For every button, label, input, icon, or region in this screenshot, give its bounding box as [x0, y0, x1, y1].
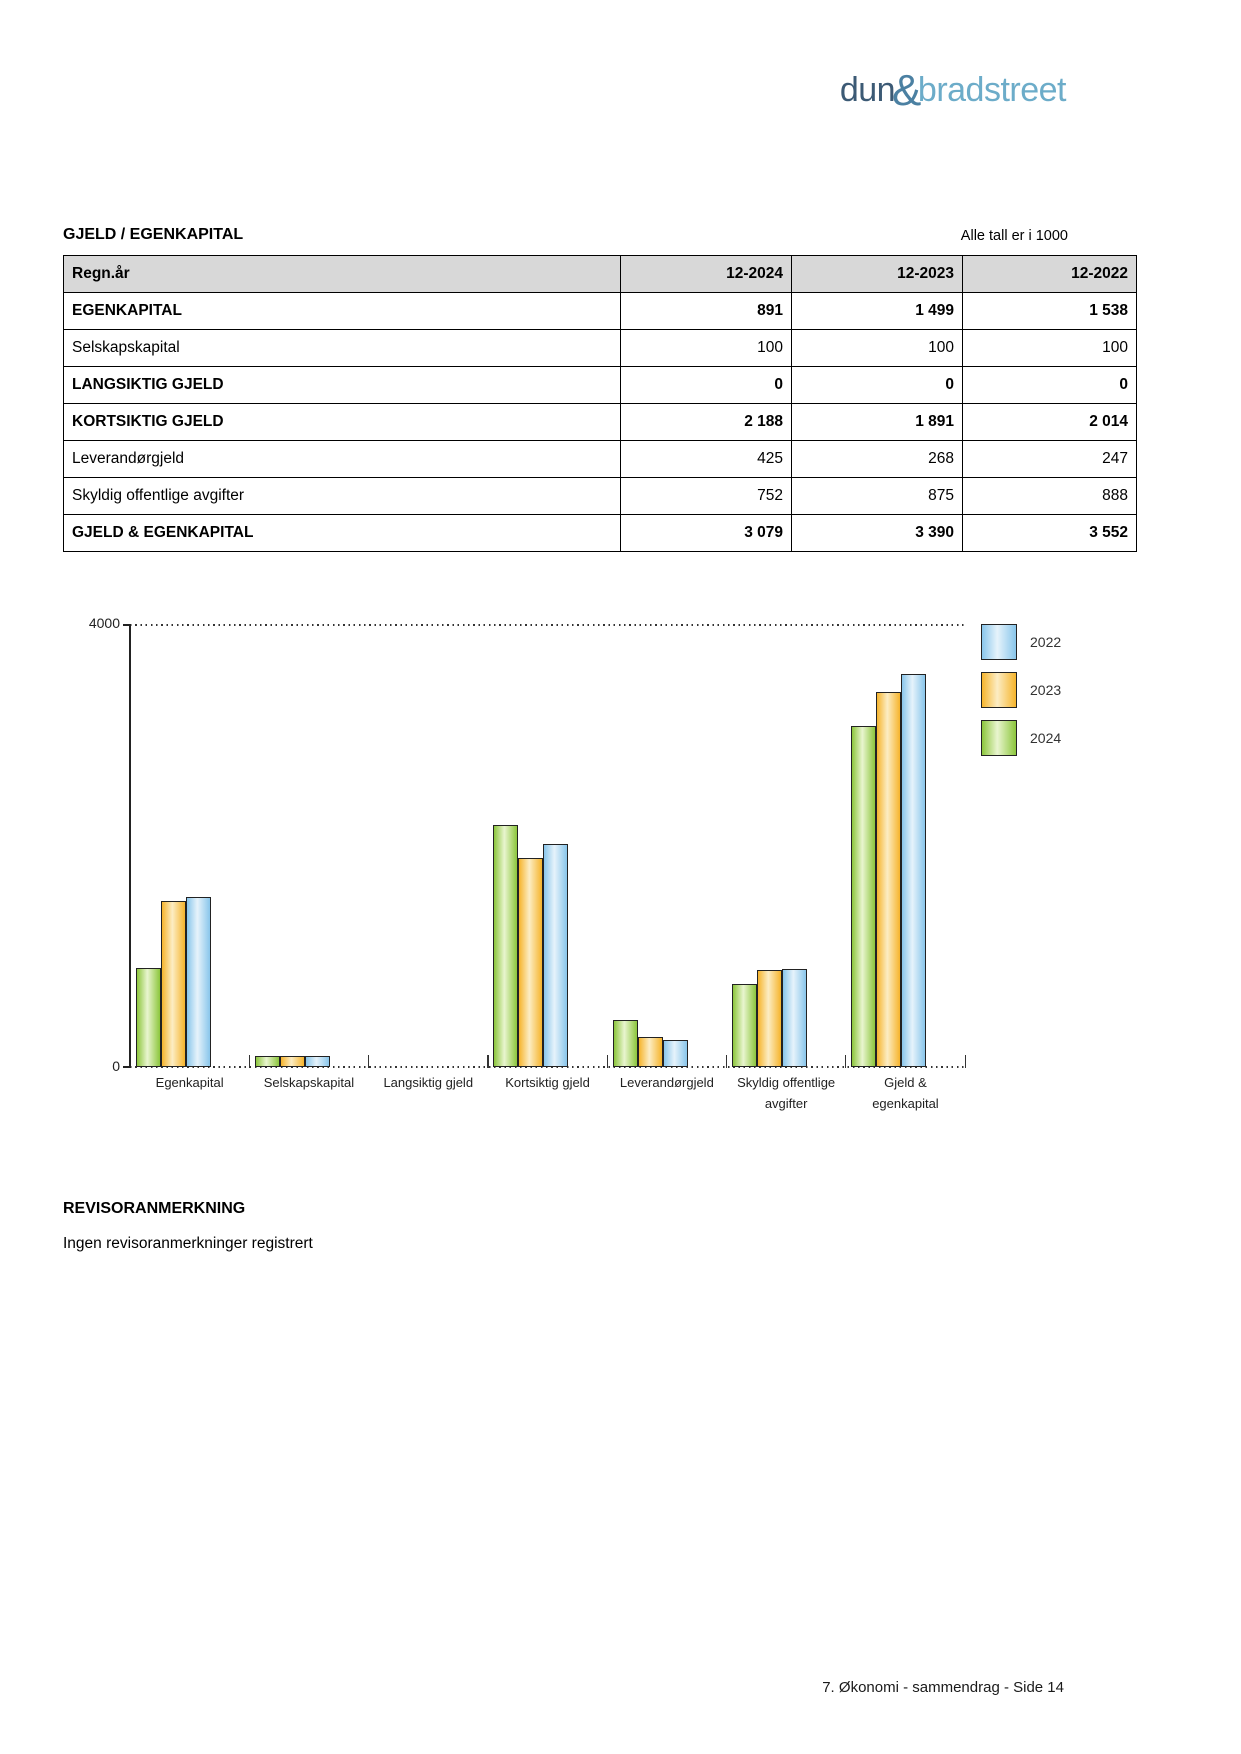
- x-category-tick: [845, 1055, 846, 1068]
- y-tick-4000: [123, 624, 130, 626]
- legend-label: 2023: [1030, 682, 1062, 698]
- row-label: KORTSIKTIG GJELD: [64, 404, 621, 441]
- table-row: [64, 293, 1137, 330]
- bar-2022: [305, 1056, 330, 1067]
- x-category-label-line: Kortsiktig gjeld: [505, 1075, 590, 1090]
- legend-item: [981, 624, 1061, 660]
- x-category-label-line: Skyldig offentlige: [737, 1075, 836, 1090]
- y-axis-line: [129, 624, 131, 1068]
- legend-swatch-2023: [981, 672, 1017, 708]
- liabilities-equity-table: [63, 255, 1137, 552]
- x-category-label-line: egenkapital: [872, 1095, 939, 1111]
- row-value: 100: [792, 330, 963, 367]
- bar-2024: [851, 726, 876, 1067]
- bar-2024: [493, 825, 518, 1067]
- page-footer: 7. Økonomi - sammendrag - Side 14: [822, 1679, 1064, 1696]
- row-value: 0: [792, 367, 963, 404]
- row-value: 268: [792, 441, 963, 478]
- section-heading-row: [63, 226, 1068, 244]
- row-value: 1 538: [963, 293, 1137, 330]
- row-label: Leverandørgjeld: [64, 441, 621, 478]
- row-label: LANGSIKTIG GJELD: [64, 367, 621, 404]
- logo-ampersand-icon: &: [892, 66, 921, 115]
- dun-bradstreet-logo: [0, 62, 1066, 115]
- row-value: 2 188: [621, 404, 792, 441]
- row-value: 3 552: [963, 515, 1137, 552]
- table-row: [64, 330, 1137, 367]
- x-category-tick: [368, 1055, 369, 1068]
- row-label: GJELD & EGENKAPITAL: [64, 515, 621, 552]
- row-value: 1 499: [792, 293, 963, 330]
- x-category-tick: [249, 1055, 250, 1068]
- table-body: [64, 293, 1137, 552]
- table-row: [64, 404, 1137, 441]
- units-note: Alle tall er i 1000: [960, 228, 1068, 244]
- x-category-label-line: Egenkapital: [155, 1075, 224, 1090]
- row-value: 1 891: [792, 404, 963, 441]
- row-value: 247: [963, 441, 1137, 478]
- bar-2023: [876, 692, 901, 1067]
- x-category-tick: [487, 1055, 488, 1068]
- logo-bradstreet-text: bradstreet: [917, 71, 1066, 109]
- bar-2023: [638, 1037, 663, 1067]
- row-value: 2 014: [963, 404, 1137, 441]
- row-value: 100: [621, 330, 792, 367]
- y-tick-0: [123, 1066, 130, 1068]
- auditor-remarks-section: [63, 1200, 313, 1253]
- row-value: 0: [621, 367, 792, 404]
- y-tick-label-max: 4000: [88, 615, 120, 631]
- legend-label: 2024: [1030, 730, 1062, 746]
- row-value: 425: [621, 441, 792, 478]
- table-row: [64, 478, 1137, 515]
- row-label: EGENKAPITAL: [64, 293, 621, 330]
- table-head: [64, 256, 1137, 293]
- bar-2022: [543, 844, 568, 1067]
- bar-2023: [518, 858, 543, 1067]
- x-category-label-line: Gjeld &: [884, 1075, 927, 1090]
- x-category-label-line: avgifter: [764, 1095, 808, 1111]
- y-tick-label-zero: 0: [112, 1058, 120, 1074]
- bar-2023: [280, 1056, 305, 1067]
- bar-2024: [732, 984, 757, 1067]
- x-category-label: [830, 1073, 980, 1115]
- table-header-year: 12-2024: [621, 256, 792, 293]
- legend-label: 2022: [1030, 634, 1062, 650]
- row-value: 891: [621, 293, 792, 330]
- bar-2022: [186, 897, 211, 1067]
- legend-swatch-2022: [981, 624, 1017, 660]
- row-value: 3 390: [792, 515, 963, 552]
- bar-2022: [901, 674, 926, 1067]
- row-value: 100: [963, 330, 1137, 367]
- auditor-remarks-text: Ingen revisoranmerkninger registrert: [63, 1235, 313, 1252]
- auditor-remarks-heading: REVISORANMERKNING: [63, 1200, 246, 1217]
- row-label: Selskapskapital: [64, 330, 621, 367]
- x-category-tick: [726, 1055, 727, 1068]
- x-category-tick: [965, 1055, 966, 1068]
- gridline-4000: [130, 624, 966, 626]
- row-value: 875: [792, 478, 963, 515]
- bar-2024: [136, 968, 161, 1067]
- bar-2024: [613, 1020, 638, 1067]
- x-category-tick: [607, 1055, 608, 1068]
- bar-2023: [757, 970, 782, 1067]
- bar-2022: [782, 969, 807, 1067]
- x-category-label-line: Langsiktig gjeld: [383, 1075, 474, 1090]
- bar-2023: [161, 901, 186, 1067]
- bar-chart: [88, 615, 966, 1111]
- x-category-label-line: Selskapskapital: [263, 1075, 355, 1090]
- table-header-year: 12-2022: [963, 256, 1137, 293]
- table-row: [64, 367, 1137, 404]
- legend-item: [981, 672, 1061, 708]
- x-category-label-line: Leverandørgjeld: [619, 1075, 714, 1090]
- table-header-year: 12-2023: [792, 256, 963, 293]
- table-row: [64, 515, 1137, 552]
- row-value: 888: [963, 478, 1137, 515]
- row-value: 0: [963, 367, 1137, 404]
- bar-2024: [255, 1056, 280, 1067]
- bar-2022: [663, 1040, 688, 1067]
- table-header-label: Regn.år: [64, 256, 621, 293]
- legend-item: [981, 720, 1061, 756]
- row-value: 3 079: [621, 515, 792, 552]
- row-label: Skyldig offentlige avgifter: [64, 478, 621, 515]
- chart-legend: [981, 624, 1061, 768]
- legend-swatch-2024: [981, 720, 1017, 756]
- logo-dun-text: dun: [839, 71, 896, 109]
- row-value: 752: [621, 478, 792, 515]
- section-title: GJELD / EGENKAPITAL: [63, 226, 244, 243]
- table-header-row: [64, 256, 1137, 293]
- table-row: [64, 441, 1137, 478]
